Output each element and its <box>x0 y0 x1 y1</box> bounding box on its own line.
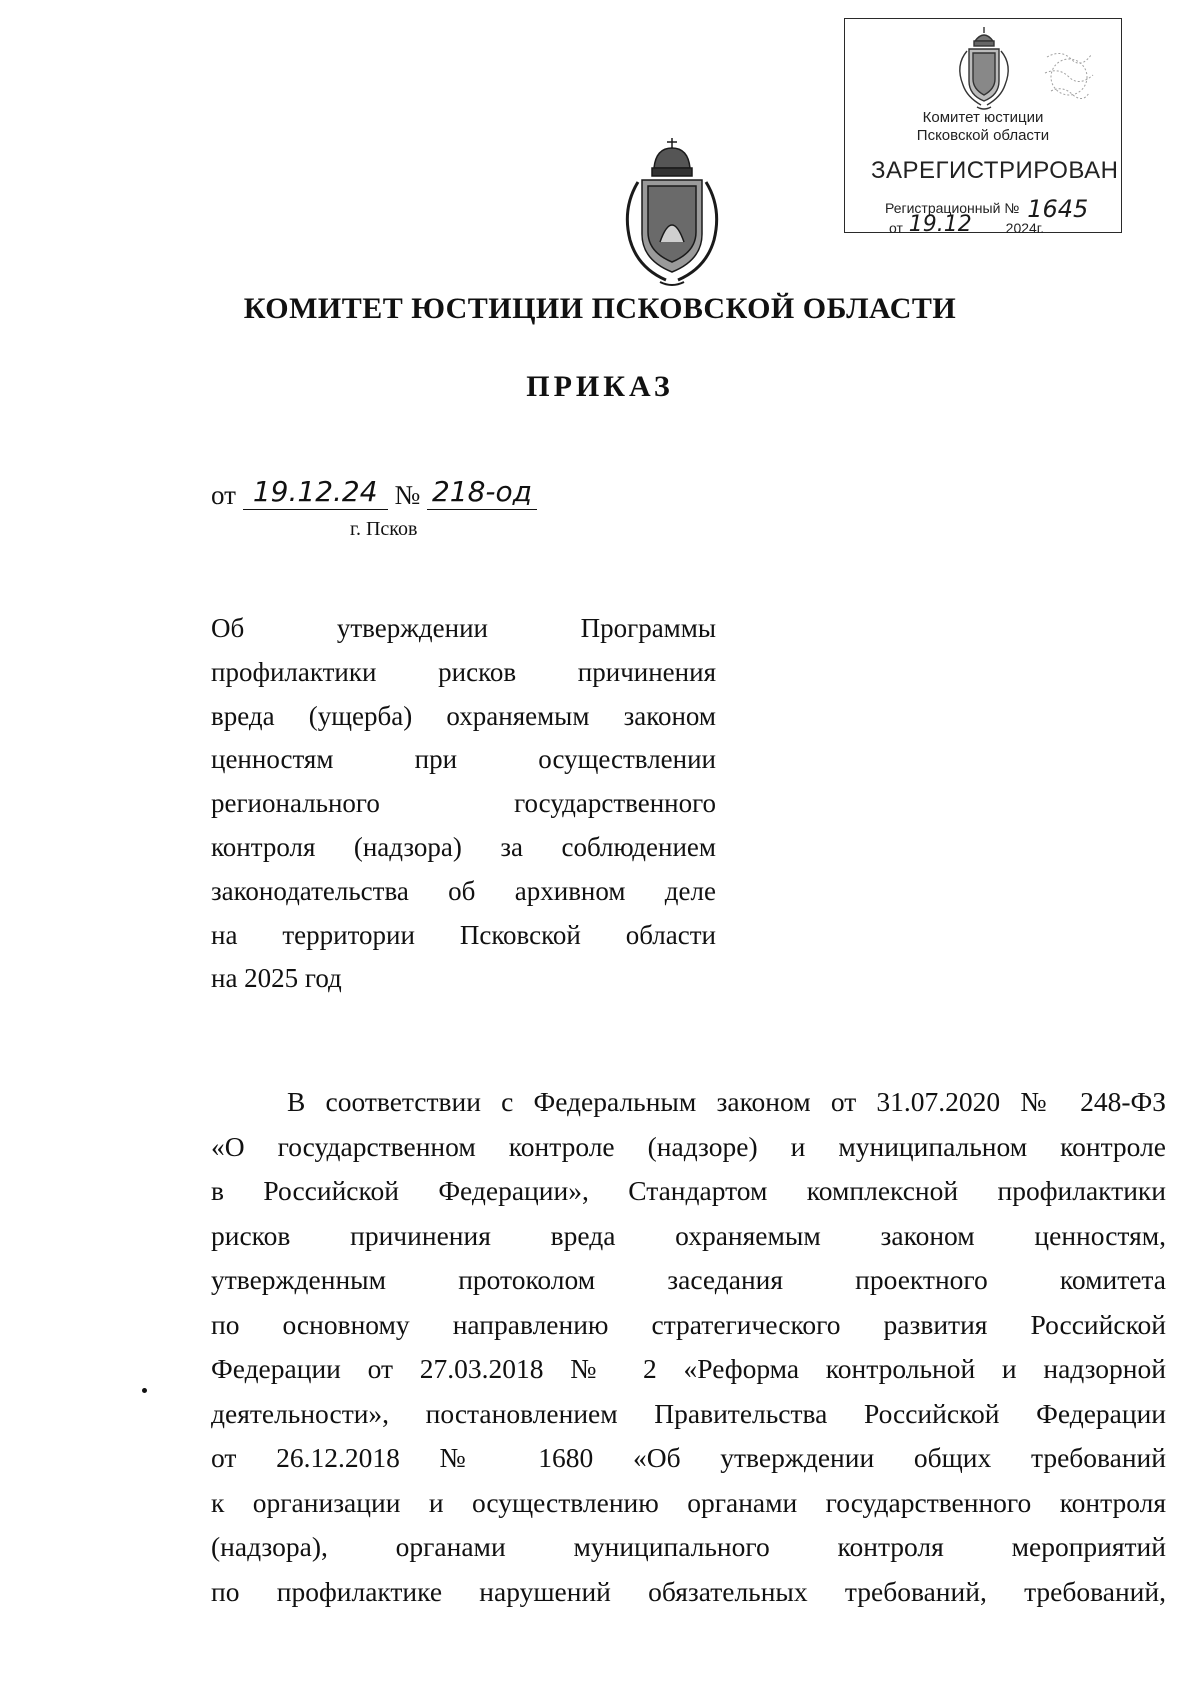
stamp-date-label: от <box>889 220 903 236</box>
scan-speck <box>142 1388 147 1393</box>
stamp-signature-mark-icon <box>1041 47 1097 109</box>
stamp-org-line1: Комитет юстиции <box>922 109 1044 126</box>
body-line: утвержденным протоколом заседания проектного комитета <box>211 1264 1166 1295</box>
body-line: В соответствии с Федеральным законом от 31.07.2020 № 248-ФЗ <box>287 1086 1166 1117</box>
stamp-status: ЗАРЕГИСТРИРОВАН <box>871 157 1119 184</box>
order-date-number-line <box>211 475 537 513</box>
body-line: от 26.12.2018 № 1680 «Об утверждении общих требований <box>211 1442 1166 1473</box>
subject-line: Об утверждении Программы <box>211 613 716 643</box>
order-city: г. Псков <box>350 518 418 540</box>
subject-line: регионального государственного <box>211 788 716 819</box>
body-line: деятельности», постановлением Правительства Российской Федерации <box>211 1397 1166 1429</box>
body-line: по профилактике нарушений обязательных требований, требований, <box>211 1575 1166 1607</box>
stamp-reg-label: Регистрационный № <box>885 200 1020 216</box>
order-subject <box>211 607 716 1001</box>
stamp-year-value: 2024г. <box>1005 220 1045 236</box>
stamp-date-value: 19.12 <box>908 212 972 237</box>
registration-stamp <box>844 18 1122 237</box>
body-line: «О государственном контроле (надзоре) и муниципальном контроле <box>211 1130 1166 1162</box>
number-prefix: № <box>394 480 421 510</box>
order-number: 218-од <box>427 477 537 510</box>
body-line: в Российской Федерации», Стандартом комплексной профилактики <box>211 1175 1166 1206</box>
body-line: (надзора), органами муниципального контроля мероприятий <box>211 1531 1166 1562</box>
stamp-organization <box>845 109 1121 145</box>
subject-line: ценностям при осуществлении <box>211 744 716 775</box>
subject-line: контроля (надзора) за соблюдением <box>211 831 716 862</box>
stamp-coat-of-arms-icon <box>953 25 1015 115</box>
stamp-date <box>889 214 1044 239</box>
stamp-org-line2: Псковской области <box>916 127 1050 144</box>
subject-line: на 2025 год <box>211 963 342 994</box>
subject-line: законодательства об архивном деле <box>211 875 716 906</box>
subject-line: на территории Псковской области <box>211 919 716 950</box>
subject-line: вреда (ущерба) охраняемым законом <box>211 700 716 731</box>
body-line: к организации и осуществлению органами государственного контроля <box>211 1486 1166 1518</box>
order-body <box>211 1080 1166 1614</box>
body-line: рисков причинения вреда охраняемым законом ценностям, <box>211 1219 1166 1251</box>
order-date: 19.12.24 <box>243 477 388 510</box>
subject-line: профилактики рисков причинения <box>211 656 716 687</box>
body-line: Федерации от 27.03.2018 № 2 «Реформа контрольной и надзорной <box>211 1353 1166 1384</box>
organization-title: КОМИТЕТ ЮСТИЦИИ ПСКОВСКОЙ ОБЛАСТИ <box>243 292 957 325</box>
coat-of-arms-icon <box>620 138 724 288</box>
stamp-reg-value: 1645 <box>1027 195 1089 223</box>
document-type: ПРИКАЗ <box>526 370 674 403</box>
body-line: по основному направлению стратегического развития Российской <box>211 1308 1166 1340</box>
date-prefix: от <box>211 480 236 510</box>
